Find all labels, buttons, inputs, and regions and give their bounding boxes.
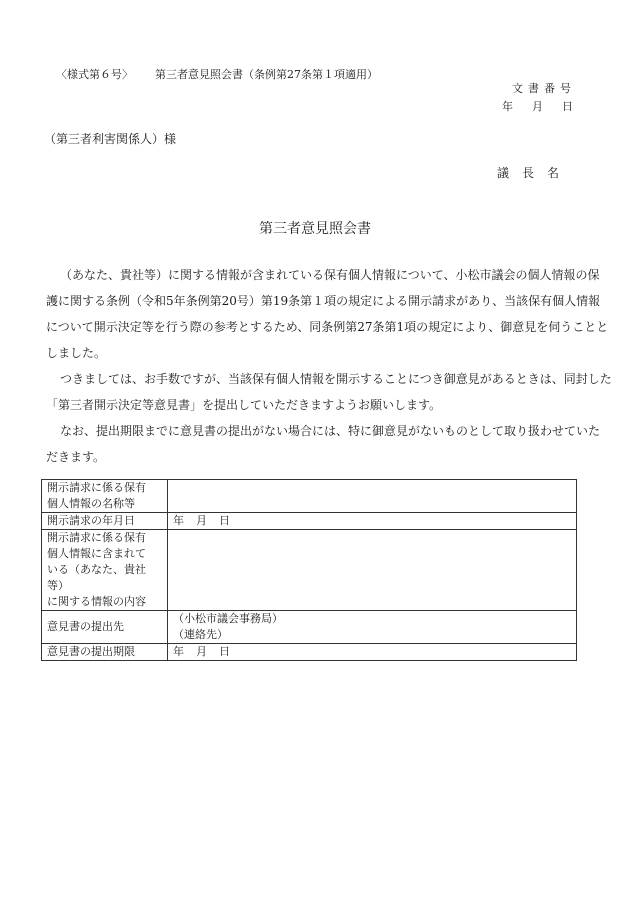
table-row bbox=[42, 513, 577, 530]
sender-name: 議長名 bbox=[496, 166, 572, 180]
table-label: 意見書の提出期限 bbox=[42, 644, 168, 661]
date-day: 日 bbox=[562, 100, 576, 113]
form-number: 〈様式第６号〉 bbox=[56, 68, 133, 81]
table-label: 開示請求の年月日 bbox=[42, 513, 168, 530]
info-table bbox=[41, 479, 577, 661]
body-text bbox=[46, 262, 612, 470]
addressee: （第三者利害関係人）様 bbox=[44, 132, 177, 146]
request-date-field[interactable]: 年 月 日 bbox=[168, 513, 577, 530]
form-header-line bbox=[56, 66, 378, 82]
table-label: 開示請求に係る保有 個人情報に含まれて いる（あなた、貴社等） に関する情報の内容 bbox=[42, 530, 168, 611]
table-value[interactable] bbox=[168, 530, 577, 611]
submission-destination[interactable]: （小松市議会事務局） （連絡先） bbox=[168, 611, 577, 644]
body-line: について開示決定等を行う際の参考とするため、同条例第27条第1項の規定により、御意見を伺うことと bbox=[46, 320, 609, 334]
body-line: なお、提出期限までに意見書の提出がない場合には、特に御意見がないものとして取り扱わせていた bbox=[60, 424, 601, 438]
table-row bbox=[42, 480, 577, 513]
table-row bbox=[42, 530, 577, 611]
table-value[interactable] bbox=[168, 480, 577, 513]
body-line: （あなた、貴社等）に関する情報が含まれている保有個人情報について、小松市議会の個人情報の保 bbox=[60, 268, 600, 282]
body-line: しました。 bbox=[46, 346, 107, 360]
table-row bbox=[42, 644, 577, 661]
table-label: 開示請求に係る保有 個人情報の名称等 bbox=[42, 480, 168, 513]
table-row bbox=[42, 611, 577, 644]
body-line: つきましては、お手数ですが、当該保有個人情報を開示することにつき御意見があるときは、同封した bbox=[60, 372, 612, 386]
deadline-date-field[interactable]: 年 月 日 bbox=[168, 644, 577, 661]
date-year: 年 bbox=[502, 100, 516, 113]
page-title: 第三者意見照会書 bbox=[259, 221, 371, 237]
body-line: 「第三者開示決定等意見書」を提出していただきますようお願いします。 bbox=[46, 398, 442, 412]
form-title: 第三者意見照会書（条例第27条第１項適用） bbox=[155, 68, 378, 81]
date-month: 月 bbox=[532, 100, 546, 113]
body-line: 護に関する条例（令和5年条例第20号）第19条第１項の規定による開示請求があり、当該保有個人情報 bbox=[46, 294, 601, 308]
document-number: 文書番号 bbox=[512, 82, 576, 95]
document-date bbox=[492, 98, 576, 114]
body-line: だきます。 bbox=[46, 450, 106, 464]
table-label: 意見書の提出先 bbox=[42, 611, 168, 644]
